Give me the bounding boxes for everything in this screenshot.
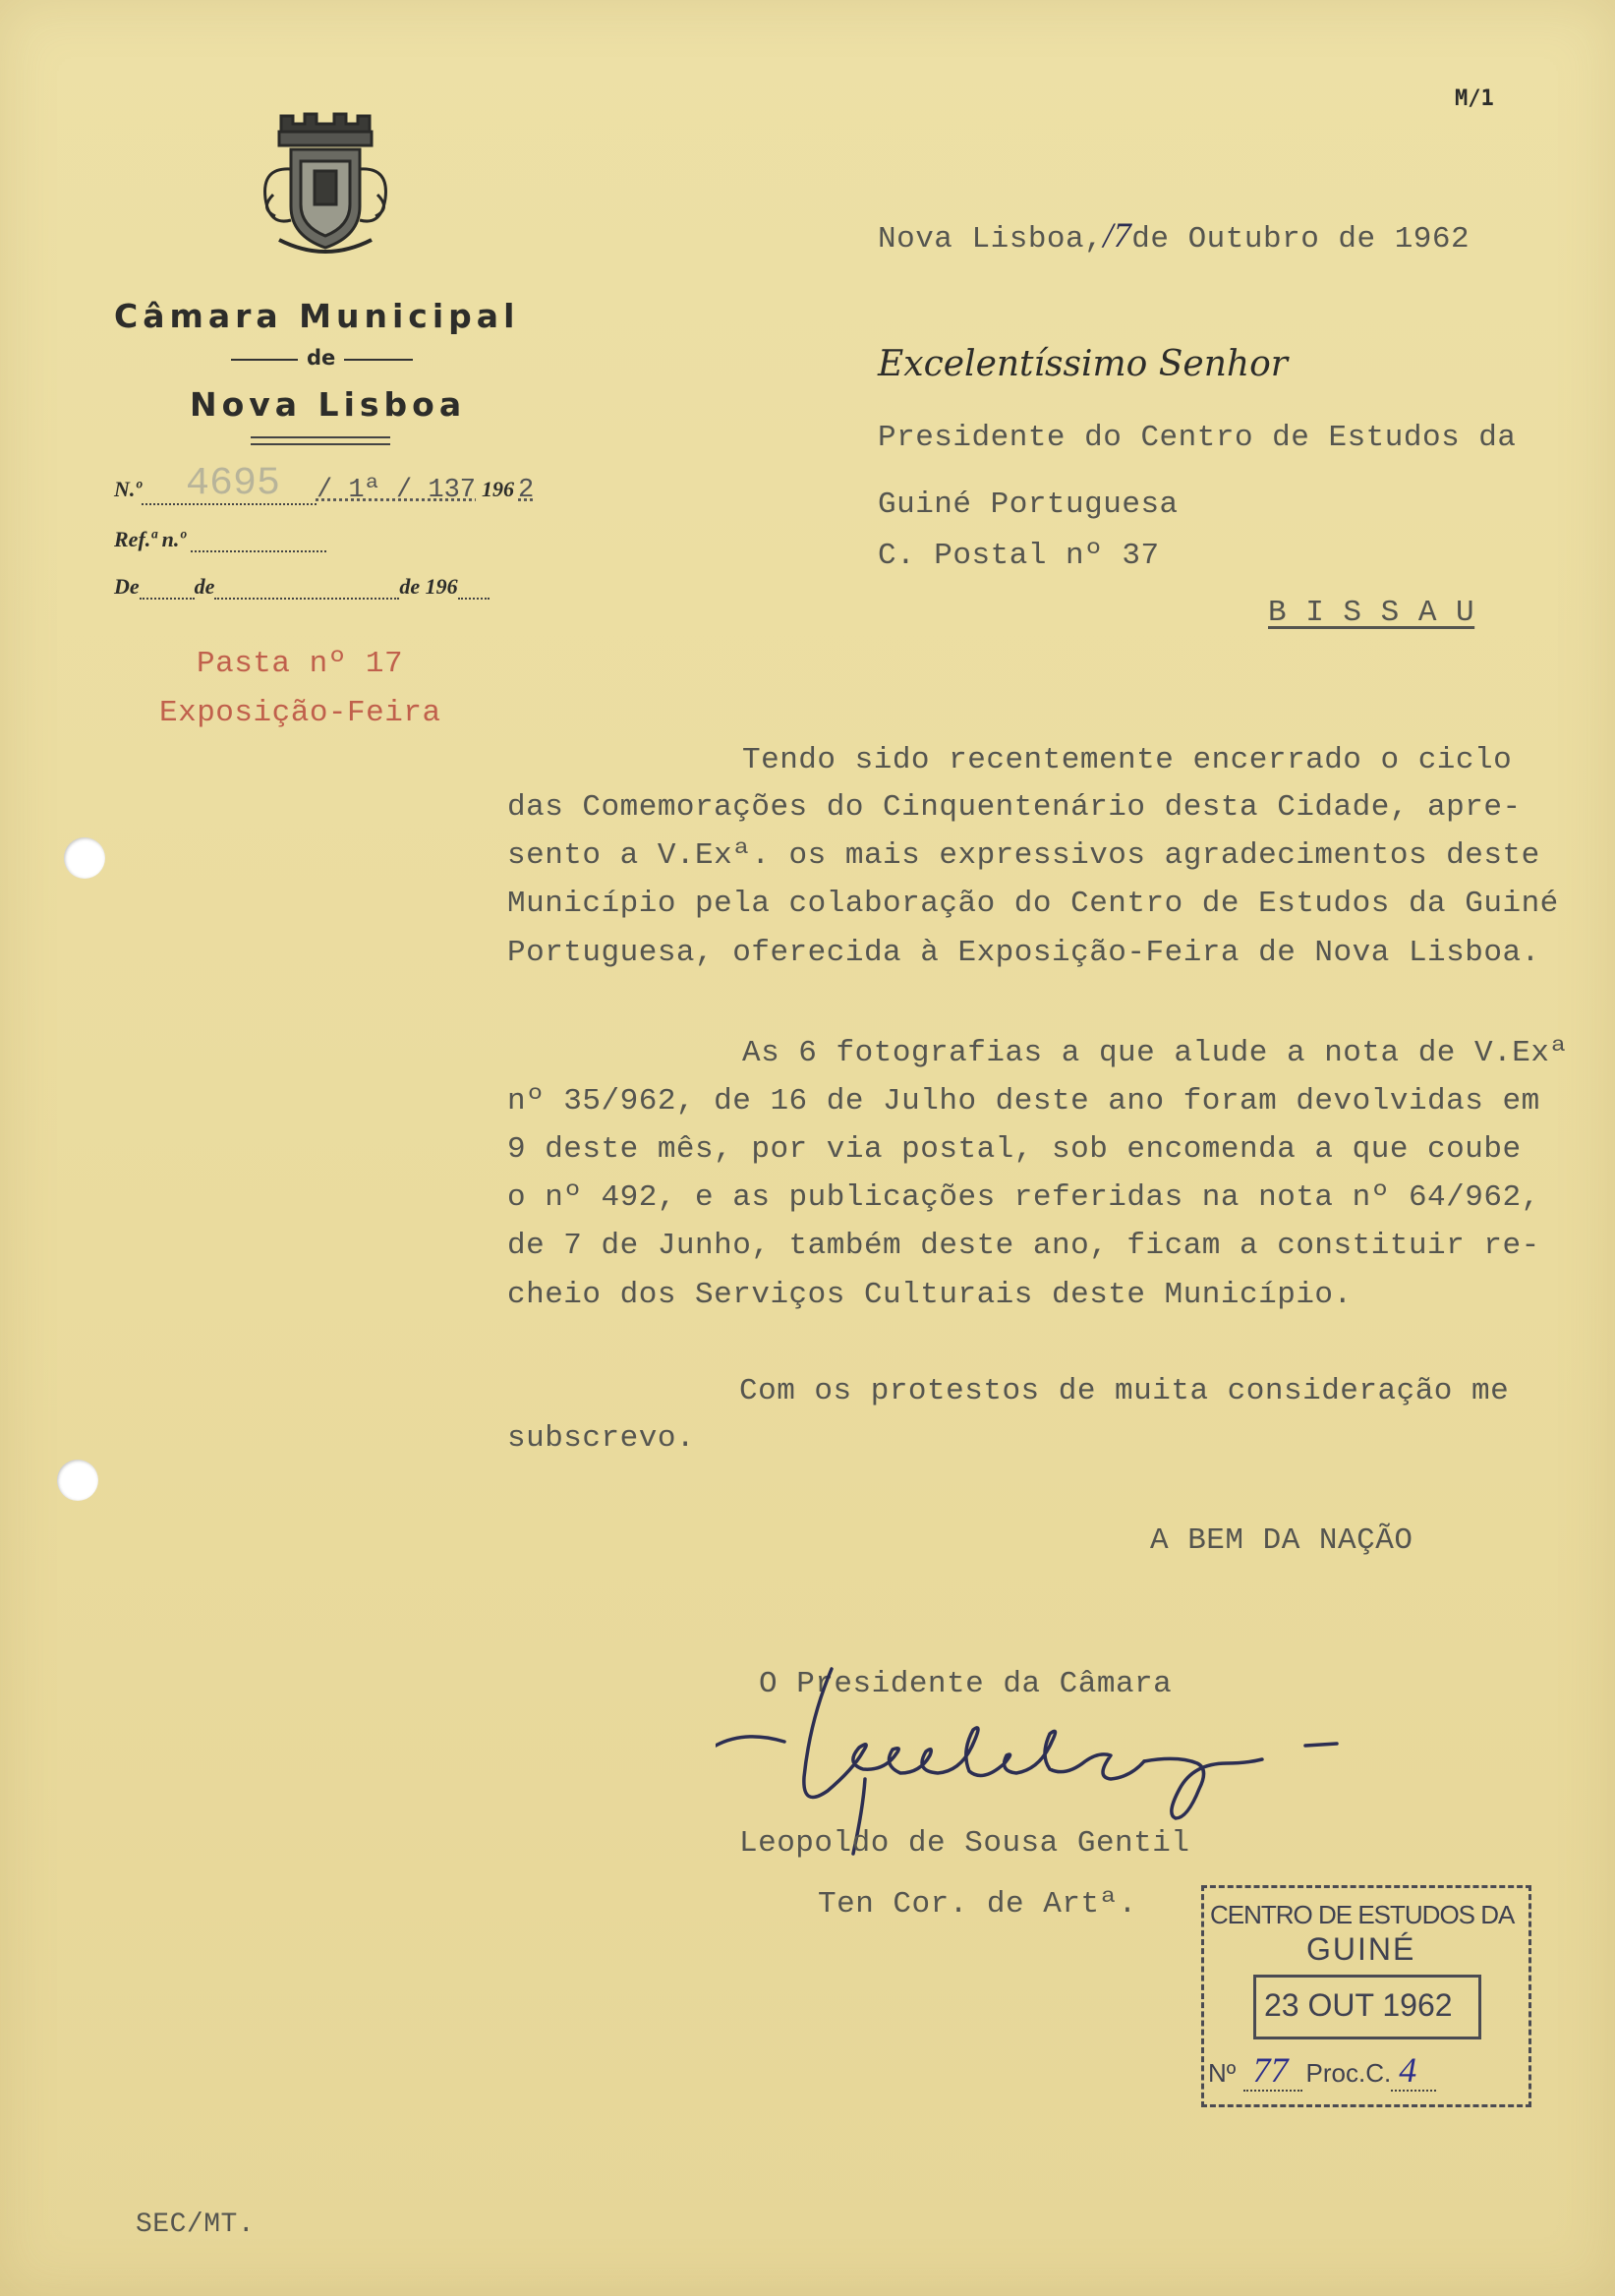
punch-hole-bottom	[57, 1460, 98, 1501]
punch-hole-top	[64, 837, 105, 879]
signature-title: O Presidente da Câmara	[759, 1667, 1173, 1701]
letter-date-rest: de Outubro de 1962	[1131, 222, 1471, 257]
ref-year-digit: 2	[518, 476, 535, 505]
body-p2-line6: cheio dos Serviços Culturais deste Município.	[507, 1278, 1353, 1312]
date-day-line	[140, 574, 195, 600]
recipient-line1: Presidente do Centro de Estudos da	[878, 421, 1517, 455]
org-name-de: de	[307, 346, 336, 370]
receipt-stamp	[1201, 1885, 1531, 2107]
ref-no-value: 4695	[185, 462, 280, 506]
stamp-no-label: Nº	[1208, 2058, 1237, 2088]
ref-line	[191, 527, 326, 552]
stamp-date: 23 OUT 1962	[1264, 1987, 1453, 2023]
recipient-line2: Guiné Portuguesa	[878, 488, 1179, 522]
ref-number-field	[114, 462, 535, 506]
salutation: Excelentíssimo Senhor	[878, 344, 1288, 384]
annotation-exhibition: Exposição-Feira	[159, 696, 441, 730]
body-p3-line2: subscrevo.	[507, 1421, 696, 1456]
stamp-proc-value: 4	[1391, 2050, 1436, 2092]
ref-no-label: N.º	[114, 477, 142, 501]
body-p1-line2: das Comemorações do Cinquentenário desta Cidade, apre-	[507, 790, 1522, 825]
closing-phrase: A BEM DA NAÇÃO	[1150, 1523, 1413, 1558]
body-p2-line4: o nº 492, e as publicações referidas na nota nº 64/962,	[507, 1180, 1540, 1215]
annotation-folder: Pasta nº 17	[197, 647, 404, 681]
stamp-proc-label: Proc.C.	[1305, 2058, 1392, 2088]
stamp-org-line2: GUINÉ	[1306, 1931, 1416, 1967]
footer-initials: SEC/MT.	[136, 2210, 256, 2240]
org-double-rule	[251, 436, 390, 445]
date-month-line	[214, 574, 399, 600]
org-name-line1: Câmara Municipal	[114, 297, 520, 335]
body-p1-line4: Município pela colaboração do Centro de Estudos da Guiné	[507, 887, 1559, 921]
body-p1-line5: Portuguesa, oferecida à Exposição-Feira de Nova Lisboa.	[507, 936, 1540, 970]
body-p2-line1: As 6 fotografias a que alude a nota de V.Exª	[742, 1036, 1569, 1070]
body-p1-line3: sento a V.Exª. os mais expressivos agradecimentos deste	[507, 838, 1540, 873]
recipient-line3: C. Postal nº 37	[878, 539, 1160, 573]
signature-rank: Ten Cor. de Artª.	[818, 1887, 1137, 1922]
org-de-rule-right	[344, 359, 413, 361]
ref-label: Ref.ª n.º	[114, 527, 186, 551]
stamp-org-line1: CENTRO DE ESTUDOS DA	[1210, 1900, 1515, 1929]
letter-date-day: /7	[1103, 215, 1132, 255]
date-field	[114, 574, 490, 600]
date-label-de2: de	[194, 574, 215, 599]
letter-date	[878, 214, 1470, 257]
letter-date-prefix: Nova Lisboa,	[878, 222, 1104, 257]
stamp-no-value: 77	[1243, 2050, 1302, 2092]
org-name-line2: Nova Lisboa	[190, 385, 467, 424]
date-label-de: De	[114, 574, 140, 599]
form-code: M/1	[1455, 86, 1494, 111]
signature-name: Leopoldo de Sousa Gentil	[739, 1826, 1190, 1861]
ref-no-line	[142, 462, 317, 506]
stamp-number-field	[1208, 2049, 1436, 2091]
org-de-rule-left	[231, 359, 298, 361]
coat-of-arms-icon	[254, 110, 397, 259]
stamp-date-box	[1253, 1975, 1481, 2039]
body-p2-line3: 9 deste mês, por via postal, sob encomenda a que coube	[507, 1132, 1522, 1167]
body-p2-line2: nº 35/962, de 16 de Julho deste ano foram devolvidas em	[507, 1084, 1540, 1119]
ref-year-prefix: 196	[482, 477, 515, 501]
body-p2-line5: de 7 de Junho, também deste ano, ficam a constituir re-	[507, 1229, 1540, 1263]
date-label-year: de 196	[399, 574, 458, 599]
body-p3-line1: Com os protestos de muita consideração me	[739, 1374, 1510, 1408]
body-p1-line1: Tendo sido recentemente encerrado o ciclo	[742, 743, 1513, 777]
ref-no-rest: / 1ª / 137	[316, 476, 477, 505]
recipient-city: B I S S A U	[1268, 596, 1475, 630]
date-year-line	[458, 574, 490, 600]
ref-field	[114, 527, 326, 552]
